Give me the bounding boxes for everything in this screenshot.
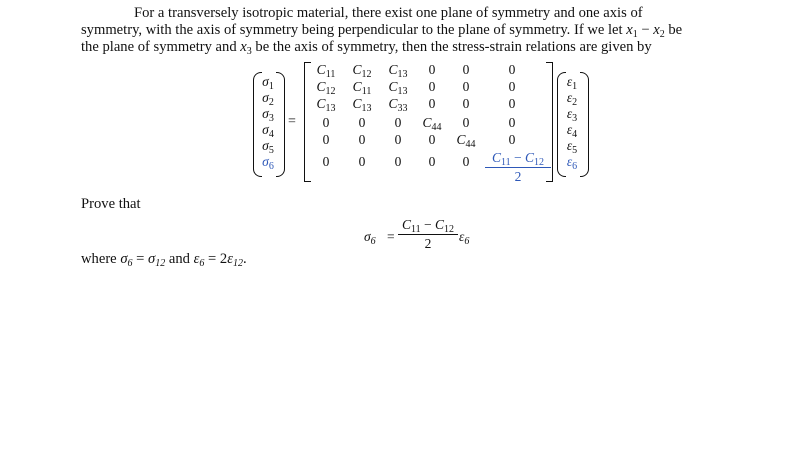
strain-vector [560, 74, 584, 170]
matrix-cell-5-6: 0 [508, 132, 516, 147]
matrix-cell-4-5: 0 [462, 115, 470, 130]
matrix-cell-1-1: $C_{11}$ [316, 62, 336, 80]
result-rhs: $\varepsilon_6$ [459, 229, 470, 247]
matrix-cell-2-4: 0 [428, 79, 436, 94]
stress-vector [256, 74, 280, 170]
matrix-cell-3-2: $C_{13}$ [352, 96, 372, 114]
intro-line-2: symmetry, with the axis of symmetry being perpendicular to the plane of symmetry. If we let $x_1 - x_2$ be [81, 22, 683, 40]
stress-component-5: $\sigma_5$ [262, 138, 274, 156]
matrix-cell-1-5: 0 [462, 62, 470, 77]
matrix-cell-2-6: 0 [508, 79, 516, 94]
matrix-cell-4-4: $C_{44}$ [422, 115, 442, 133]
matrix-cell-4-3: 0 [394, 115, 402, 130]
stiffness-matrix [309, 62, 549, 182]
strain-component-3: $\varepsilon_3$ [566, 106, 578, 124]
result-fraction [398, 217, 458, 252]
matrix-cell-3-4: 0 [428, 96, 436, 111]
matrix-cell-3-3: $C_{33}$ [388, 96, 408, 114]
stress-component-2: $\sigma_2$ [262, 90, 274, 108]
stress-component-4: $\sigma_4$ [262, 122, 274, 140]
strain-component-1: $\varepsilon_1$ [566, 74, 578, 92]
matrix-cell-1-6: 0 [508, 62, 516, 77]
matrix-cell-5-5: $C_{44}$ [456, 132, 476, 150]
matrix-cell-6-1: 0 [322, 154, 330, 169]
matrix-cell-6-5: 0 [462, 154, 470, 169]
matrix-cell-1-3: $C_{13}$ [388, 62, 408, 80]
intro-line-3: the plane of symmetry and $x_3$ be the axis of symmetry, then the stress-strain relations are given by [81, 39, 652, 57]
stress-component-3: $\sigma_3$ [262, 106, 274, 124]
matrix-cell-4-1: 0 [322, 115, 330, 130]
matrix-cell-5-4: 0 [428, 132, 436, 147]
result-numerator: $C_{11} - C_{12}$ [401, 217, 455, 235]
matrix-cell-5-2: 0 [358, 132, 366, 147]
stress-component-1: $\sigma_1$ [262, 74, 274, 92]
matrix-cell-6-3: 0 [394, 154, 402, 169]
matrix-cell-1-4: 0 [428, 62, 436, 77]
matrix-cell-6-2: 0 [358, 154, 366, 169]
matrix-cell-5-3: 0 [394, 132, 402, 147]
equals-sign: = [288, 114, 296, 129]
matrix-cell-6-6: $C_{11} - C_{12}$ 2 [485, 150, 551, 185]
matrix-cell-2-3: $C_{13}$ [388, 79, 408, 97]
strain-component-2: $\varepsilon_2$ [566, 90, 578, 108]
strain-component-6: $\varepsilon_6$ [566, 154, 578, 172]
matrix-cell-3-1: $C_{13}$ [316, 96, 336, 114]
matrix-cell-4-6: 0 [508, 115, 516, 130]
strain-component-4: $\varepsilon_4$ [566, 122, 578, 140]
result-denominator: 2 [424, 236, 432, 251]
strain-component-5: $\varepsilon_5$ [566, 138, 578, 156]
matrix-cell-1-2: $C_{12}$ [352, 62, 372, 80]
matrix-cell-2-1: $C_{12}$ [316, 79, 336, 97]
matrix-cell-4-2: 0 [358, 115, 366, 130]
matrix-cell-5-1: 0 [322, 132, 330, 147]
intro-line-1: For a transversely isotropic material, there exist one plane of symmetry and one axis of [134, 5, 643, 21]
result-lhs: $\sigma_6$ [364, 229, 376, 247]
where-line: where $\sigma_6 = \sigma_{12}$ and $\varepsilon_6 = 2\varepsilon_{12}$. [81, 251, 247, 269]
stress-component-6: $\sigma_6$ [262, 154, 274, 172]
matrix-cell-2-5: 0 [462, 79, 470, 94]
matrix-cell-3-6: 0 [508, 96, 516, 111]
prove-label: Prove that [81, 196, 141, 212]
matrix-cell-2-2: $C_{11}$ [352, 79, 372, 97]
stress-strain-equation [0, 0, 805, 200]
matrix-cell-3-5: 0 [462, 96, 470, 111]
result-equation [364, 217, 514, 257]
matrix-cell-6-4: 0 [428, 154, 436, 169]
result-equals: = [387, 229, 395, 244]
